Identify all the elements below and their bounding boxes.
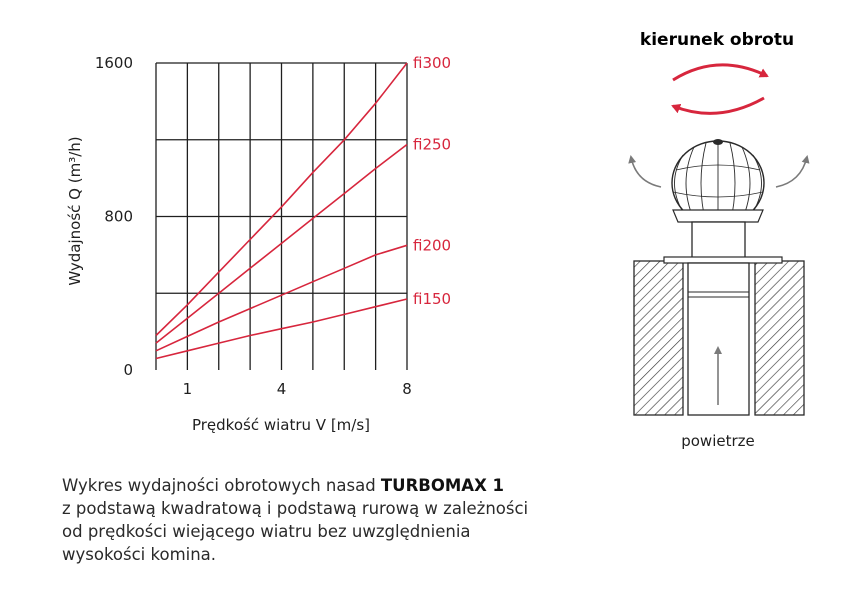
rotation-arrow-right-icon bbox=[673, 65, 767, 80]
turbine-head-icon bbox=[672, 139, 764, 225]
performance-chart bbox=[66, 54, 451, 434]
series-label-fi300: fi300 bbox=[413, 54, 452, 72]
series-label-fi150: fi150 bbox=[413, 290, 452, 309]
x-axis-label: Prędkość wiatru V [m/s] bbox=[191, 416, 371, 434]
y-tick-label: 0 bbox=[123, 361, 133, 379]
series-label-fi250: fi250 bbox=[413, 135, 452, 154]
product-name: TURBOMAX 1 bbox=[380, 476, 505, 495]
rotation-indicator bbox=[640, 30, 794, 113]
figure-caption bbox=[62, 474, 622, 566]
chart-series-labels bbox=[413, 54, 451, 308]
caption-line-4: wysokości komina. bbox=[62, 545, 217, 564]
y-axis-label: Wydajność Q (m³/h) bbox=[66, 136, 84, 286]
y-tick-label: 1600 bbox=[94, 54, 133, 72]
rotation-arrow-left-icon bbox=[673, 98, 764, 113]
y-tick-label: 800 bbox=[104, 207, 133, 226]
outflow-arrow-left-icon bbox=[631, 157, 661, 187]
chimney-wall-left bbox=[634, 261, 683, 415]
base-plate bbox=[664, 257, 782, 263]
caption-line-1-text: Wykres wydajności obrotowych nasad bbox=[62, 476, 381, 495]
chimney-turbine-diagram bbox=[631, 139, 807, 450]
caption-line-3: od prędkości wiejącego wiatru bez uwzględnienia bbox=[62, 522, 471, 541]
x-tick-label: 8 bbox=[402, 380, 412, 398]
chart-grid bbox=[156, 63, 407, 370]
x-tick-label: 1 bbox=[182, 380, 193, 398]
turbine-neck bbox=[692, 222, 745, 259]
chimney-wall-right bbox=[755, 261, 804, 415]
chart-ticks bbox=[95, 54, 412, 398]
x-tick-label: 4 bbox=[276, 380, 287, 398]
outflow-arrow-right-icon bbox=[776, 157, 807, 187]
air-label: powietrze bbox=[681, 432, 755, 450]
caption-line-1 bbox=[62, 474, 622, 497]
caption-line-2: z podstawą kwadratową i podstawą rurową w zależności bbox=[62, 499, 529, 518]
series-label-fi200: fi200 bbox=[413, 236, 452, 255]
rotation-title: kierunek obrotu bbox=[639, 30, 795, 50]
